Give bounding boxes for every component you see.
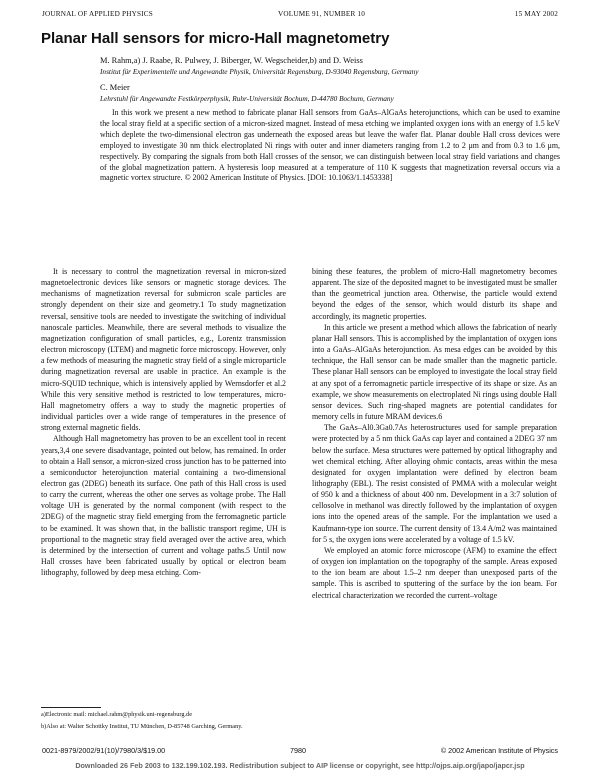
author-list-2: C. Meier xyxy=(100,83,130,92)
issue-date: 15 MAY 2002 xyxy=(514,10,558,18)
footnote-email: a)Electronic mail: michael.rahm@physik.uni-regensburg.de xyxy=(41,711,192,718)
affiliation-bochum: Lehrstuhl für Angewandte Festkörperphysik, Ruhr-Universität Bochum, D-44780 Bochum, Germany xyxy=(100,94,394,103)
paragraph: It is necessary to control the magnetization reversal in micron-sized magnetoelectronic devices like sensors or magnetic storage devices. The mechanisms of magnetization reversal for submicron scale particles are strongly dependent on their size and geometry.1 To study magnetization reversal, sensitive tools are needed to investigate the switching of individual nanoscale particles. Meanwhile, there are several methods to visualize the magnetization configuration of small particles, e.g., Lorentz transmission electron microscopy (LTEM) and magnetic force microscopy. However, only a few methods of measuring the magnetic stray field of a single microparticle during magnetization reversal are usable in practice. An example is the micro-SQUID technique, which is intensively applied by Wernsdorfer et al.2 While this very sensitive method is restricted to low temperatures, micro-Hall magnetometry offers a way to study the magnetic properties of individual particles over a wide range of temperatures in the presence of strong external magnetic fields. xyxy=(41,267,286,433)
paragraph: bining these features, the problem of micro-Hall magnetometry becomes apparent. The size of the deposited magnet to be investigated must be smaller than the geometrical junction area. Otherwise, the particle would extend beyond the edges of the sensor, which would disturb its shape and accordingly, its magnetic properties. xyxy=(312,267,557,321)
affiliation-regensburg: Institut für Experimentelle und Angewandte Physik, Universität Regensburg, D-93040 Regensburg, Germany xyxy=(100,67,419,76)
footnote-affiliation: b)Also at: Walter Schottky Institut, TU München, D-85748 Garching, Germany. xyxy=(41,723,243,730)
article-title: Planar Hall sensors for micro-Hall magnetometry xyxy=(41,30,390,47)
download-notice: Downloaded 26 Feb 2003 to 132.199.102.193. Redistribution subject to AIP license or copyright, see http://ojps.aip.org/japo/japcr.jsp xyxy=(75,761,525,770)
body-column-left xyxy=(41,266,286,578)
volume-number: VOLUME 91, NUMBER 10 xyxy=(278,10,366,18)
abstract: In this work we present a new method to fabricate planar Hall sensors from GaAs–AlGaAs heterojunctions, which can be used to examine the local stray field at a specific section of a micron-sized magnet. Instead of mesa etching we implanted oxygen ions with an energy of 1.5 keV which deplete the two-dimensional electron gas underneath the exposed areas but leave the wafer flat. Planar double Hall cross devices were employed to investigate 30 nm thick electroplated Ni rings with outer and inner diameters ranging from 1.2 to 2 μm and from 0.3 to 1.6 μm, respectively. By comparing the signals from both Hall crosses of the sensor, we can distinguish between local stray field variations and changes of the global magnetization pattern. A hysteresis loop measured at a temperature of 110 K suggests that magnetization reversal occurs via a magnetic vortex structure. © 2002 American Institute of Physics. [DOI: 10.1063/1.1453338] xyxy=(100,108,560,183)
journal-name: JOURNAL OF APPLIED PHYSICS xyxy=(42,10,153,18)
paragraph: Although Hall magnetometry has proven to be an excellent tool in recent years,3,4 one severe disadvantage, pointed out below, has remained. In order to obtain a Hall sensor, a micron-sized cross junction has to be patterned into a semiconductor heterojunction material containing a two-dimensional electron gas (2DEG) beneath its surface. One path of this Hall cross is used to carry the current, whereas the other one serves as voltage probe. The Hall voltage UH is generated by the normal component (with respect to the 2DEG) of the magnetic stray field emerging from the ferromagnetic particle to be examined. It was shown that, in the ballistic transport regime, UH is proportional to the magnetic stray field averaged over the active area, which is determined by the intersection of current and voltage paths.5 Until now Hall crosses have been fabricated usually by optical or electron beam lithography, followed by deep mesa etching. Com- xyxy=(41,434,286,578)
author-list: M. Rahm,a) J. Raabe, R. Pulwey, J. Biberger, W. Wegscheider,b) and D. Weiss xyxy=(100,56,363,65)
copyright: © 2002 American Institute of Physics xyxy=(440,746,558,755)
page-number: 7980 xyxy=(290,746,306,755)
paragraph: The GaAs–Al0.3Ga0.7As heterostructures used for sample preparation were protected by a 5 nm thick GaAs cap layer and contained a 2DEG 37 nm below the surface. Mesa structures were patterned by optical lithography and wet chemical etching. After alloying ohmic contacts, areas within the mesa designated for oxygen implantation were defined by electron beam lithography (EBL). The resist consisted of PMMA with a molecular weight of 950 k and a thickness of about 400 nm. Development in a 3:7 solution of cellosolve in methanol was directly followed by the implantation of oxygen ions into the opened areas of the sample. For the implantation we used a Kaufmann-type ion source. The current density of 13.4 A/m2 was maintained for 5 s, the oxygen ions were accelerated by a voltage of 1.5 kV. xyxy=(312,423,557,544)
body-column-right xyxy=(312,266,557,601)
footer-code: 0021-8979/2002/91(10)/7980/3/$19.00 xyxy=(42,746,166,755)
footnote-divider xyxy=(41,707,101,708)
paragraph: We employed an atomic force microscope (AFM) to examine the effect of oxygen ion implantation on the topography of the sample. Areas exposed to the ion beam are about 1.5–2 nm deeper than unexposed parts of the sample. This is ascribed to sputtering of the surface by the ion beam. For electrical characterization we recorded the current–voltage xyxy=(312,545,557,600)
paragraph: In this article we present a method which allows the fabrication of nearly planar Hall sensors. This is accomplished by the implantation of oxygen ions into a GaAs–AlGaAs heterojunction. As mesa edges can be avoided by this technique, the Hall sensor can be made smaller than the magnetic particle. These planar Hall sensors can be employed to investigate the local stray field at any spot of a ferromagnetic particle irrespective of its shape or size. As an example, we show measurements on electroplated Ni rings using double Hall sensor devices. Such ring-shaped magnets are potential candidates for memory cells in future MRAM devices.6 xyxy=(312,322,557,422)
